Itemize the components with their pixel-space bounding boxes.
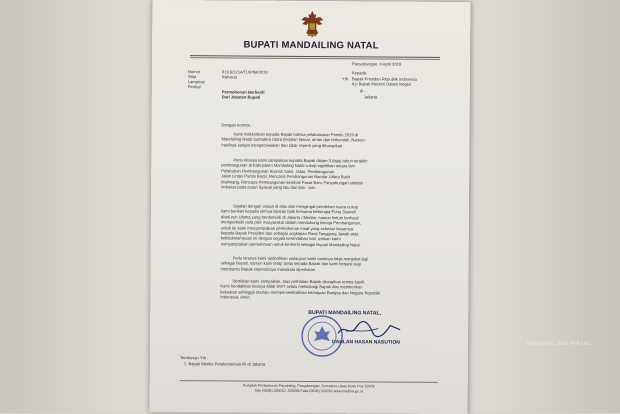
paragraph-1-line: Mandailing Natal Sumatera Utara berjalan lancar, aman dan terkendali. Namun (221, 136, 365, 143)
signature-office: BUPATI MANDAILING NATAL, (308, 309, 382, 317)
paragraph-1-line: hasilnya sangat mengecewakan dan tidak seperti yang diharapkan. (221, 142, 344, 149)
perihal-line-1: Permohonan Berhenti (221, 89, 265, 95)
paragraph-3-line: kami berikan kepada semua lapisan baik bersama beberapa Putra Daerah (220, 208, 356, 215)
salutation: Dengan hormat, (221, 122, 251, 128)
signature-name: DAHLAN HASAN NASUTION (332, 339, 400, 346)
paragraph-1-line: Kami maklumkan kepada Bapak bahwa pelaksanaan Pemilu 2019 di (233, 131, 359, 138)
recipient-yth: Yth. (341, 76, 350, 82)
letter-page (150, 0, 471, 414)
paragraph-3-line: memperbaiki pola pikir masyarakat dalam mendukung kinerja Pembangunan, (220, 219, 362, 226)
date-line: Panyabungan, 8 April 2019 (351, 61, 402, 67)
paragraph-2-line: Jalan Lintas Pantai Barat, Rencana Pembangunan Bandar Udara Bukit (221, 173, 351, 180)
paragraph-5-line: kekuatan sehingga mampu mempersembahkan kemajuan Bangsa dan Negara Republik (220, 289, 381, 296)
paragraph-3-line: menyampaikan permohonan untuk berhenti sebagai Bupati Mandailing Natal. (220, 241, 361, 248)
paragraph-3 (221, 203, 436, 248)
perihal-line-2: Dari Jabatan Bupati (221, 94, 261, 100)
paragraph-4 (221, 255, 436, 273)
paragraph-3-line: kepada Bapak Presiden dan sebagai ungkapan Rasa Tanggung Jawab atas (220, 230, 359, 237)
cc-item-1: 1. Bapak Menko Perekonomian RI di Jakarta (183, 361, 266, 367)
recipient-line-2: d.p Bapak Menteri Dalam Negeri (351, 81, 412, 87)
paragraph-2-line: terbakar pada bulan Syawal yang lalu dan lain - lain. (221, 184, 317, 191)
paragraph-2-line: Malintang, Rencana Pembangunan kembali Pasar Baru Panyabungan setelah (221, 179, 363, 185)
letterhead-title: BUPATI MANDAILING NATAL (243, 39, 379, 52)
nomor-value: 019.6/1214/TU/PIM/2019 (221, 69, 268, 75)
sifat-value: Rahasia (221, 74, 237, 80)
paragraph-2-line: pembangunan di Kabupaten Mandailing Natal cukup signifikan antara lain (221, 162, 355, 169)
lampiran-label: Lampiran (187, 79, 205, 85)
paragraph-5-line: Demikian kami sampaikan, atas perhatian Bapak diucapkan terima kasih. (232, 278, 366, 285)
paragraph-3-line: diseluruh Ulama yang berdomisili di Jakarta / Medan, namun belum berhasil (220, 214, 359, 221)
paragraph-3-line: untuk itu kami menyampaikan permohonan maaf yang sebesar besarnya (220, 225, 354, 231)
recipient-di: di - (359, 88, 366, 94)
perihal-label: Perihal (187, 84, 201, 90)
footer-address: Komplek Perkantoran Payaloting, Panyabungan, Sumatera Utara Kode Pos 22978 (243, 383, 375, 389)
nomor-label: Nomor (187, 69, 201, 75)
watermark: MANDAILING NATAL (526, 341, 592, 347)
paragraph-4-line: sebagai Bupati, namun kami tetap Setia kepada Bapak dan kami berjanji siap (220, 260, 362, 267)
garuda-emblem-icon (299, 9, 325, 39)
paragraph-2-line: Perlu kiranya kami sampaikan kepada Bapak dalam 3 (tiga) tahun terakhir (233, 157, 368, 164)
paragraph-4-line: Perlu kiranya kami tambahkan walaupun kami nantinya tidak menjabat lagi (232, 255, 369, 262)
handwritten-signature-icon (334, 319, 404, 339)
paragraph-3-line: ketidakmampuan ini dengan segala kerendahan hati, izinkan kami (220, 235, 341, 242)
sifat-label: Sifat (187, 74, 197, 80)
paragraph-5 (220, 278, 435, 301)
recipient-line-1: Bapak Presiden Republik Indonesia (351, 76, 417, 82)
paragraph-2 (221, 157, 436, 191)
footer-contact: Telp (0636) 326010, 326256 Faks (0636) 326262 www.madina.go.id (254, 388, 363, 394)
paragraph-2-line: Pelabuhan Pembangunan Rumah Sakit, Jalan, Pembangunan (221, 168, 335, 174)
cc-label: Tembusan Yth : (179, 355, 209, 361)
recipient-kepada: Kepada (351, 70, 367, 76)
paragraph-5-line: Indonesia. Amin. (220, 294, 251, 300)
paragraph-5-line: Kami hendakkan kiranya Allah SWT selalu melindungi Bapak dan memberikan (220, 283, 363, 290)
recipient-city: Jakarta (363, 94, 378, 100)
paragraph-4-line: membantu Bapak sepenuhnya manakala diperlukan. (220, 266, 317, 272)
paragraph-3-line: Sejalan dengan uraian di atas dan mengingat perolehan suara cukup (232, 203, 359, 210)
paragraph-1 (221, 131, 436, 149)
